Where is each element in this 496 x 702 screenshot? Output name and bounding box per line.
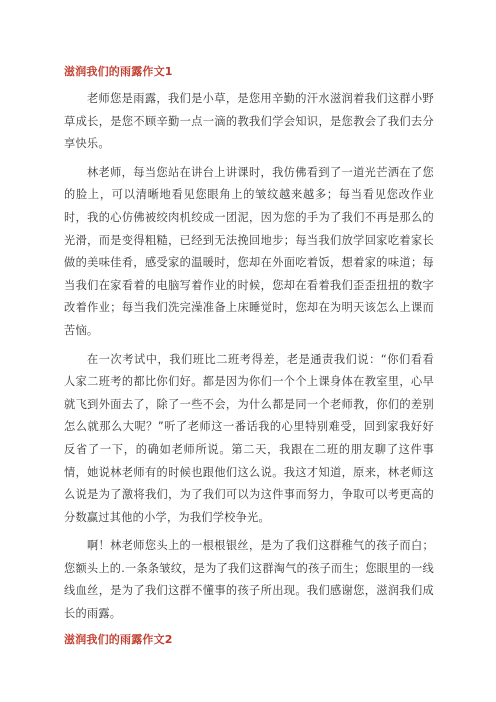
article	[64, 64, 434, 656]
article-title-1: 滋润我们的雨露作文1	[64, 65, 173, 78]
paragraph-4: 啊！林老师您头上的一根根银丝，是为了我们这群稚气的孩子而白；您额头上的.一条条皱纹，是为了我们这群淘气的孩子而生；您眼里的一线线血丝，是为了我们这群不懂事的孩子所出现。我们感谢您，滋润我们成长的雨露。	[64, 539, 434, 621]
paragraph-1: 老师您是雨露，我们是小草，是您用辛勤的汗水滋润着我们这群小野草成长，是您不顾辛勤一点一滴的教我们学会知识，是您教会了我们去分享快乐。	[64, 92, 434, 151]
article-title-2: 滋润我们的雨露作文2	[64, 632, 173, 646]
paragraph-3: 在一次考试中，我们班比二班考得差，老是通责我们说：“你们看看人家二班考的都比你们好。都是因为你们一个个上课身体在教室里，心早就飞到外面去了，除了一些不会，为什么都是同一个老师教，你们的差别怎么就那么大呢？”听了老师这一番话我的心里特别难受，回到家我好好反省了一下，的确如老师所说。第二天，我跟在二班的朋友聊了这件事情，她说林老师有的时候也跟他们这么说。我这才知道，原来，林老师这么说是为了激将我们，为了我们可以为这件事而努力，争取可以考更高的分数赢过其他的小学，为我们学校争光。	[64, 352, 434, 524]
paragraph-2: 林老师，每当您站在讲台上讲课时，我仿佛看到了一道光芒洒在了您的脸上，可以清晰地看见您眼角上的皱纹越来越多；每当看见您改作业时，我的心仿佛被绞肉机绞成一团泥，因为您的手为了我们不再是那么的光滑，而是变得粗糙，已经到无法挽回地步；每当我们放学回家吃着家长做的美味佳肴，感受家的温暖时，您却在外面吃着饭，想着家的味道；每当我们在家看着的电脑写着作业的时候，您却在看着我们歪歪扭扭的数字改着作业；每当我们洗完澡准备上床睡觉时，您却在为明天该怎么上课而苦恼。	[64, 165, 434, 337]
